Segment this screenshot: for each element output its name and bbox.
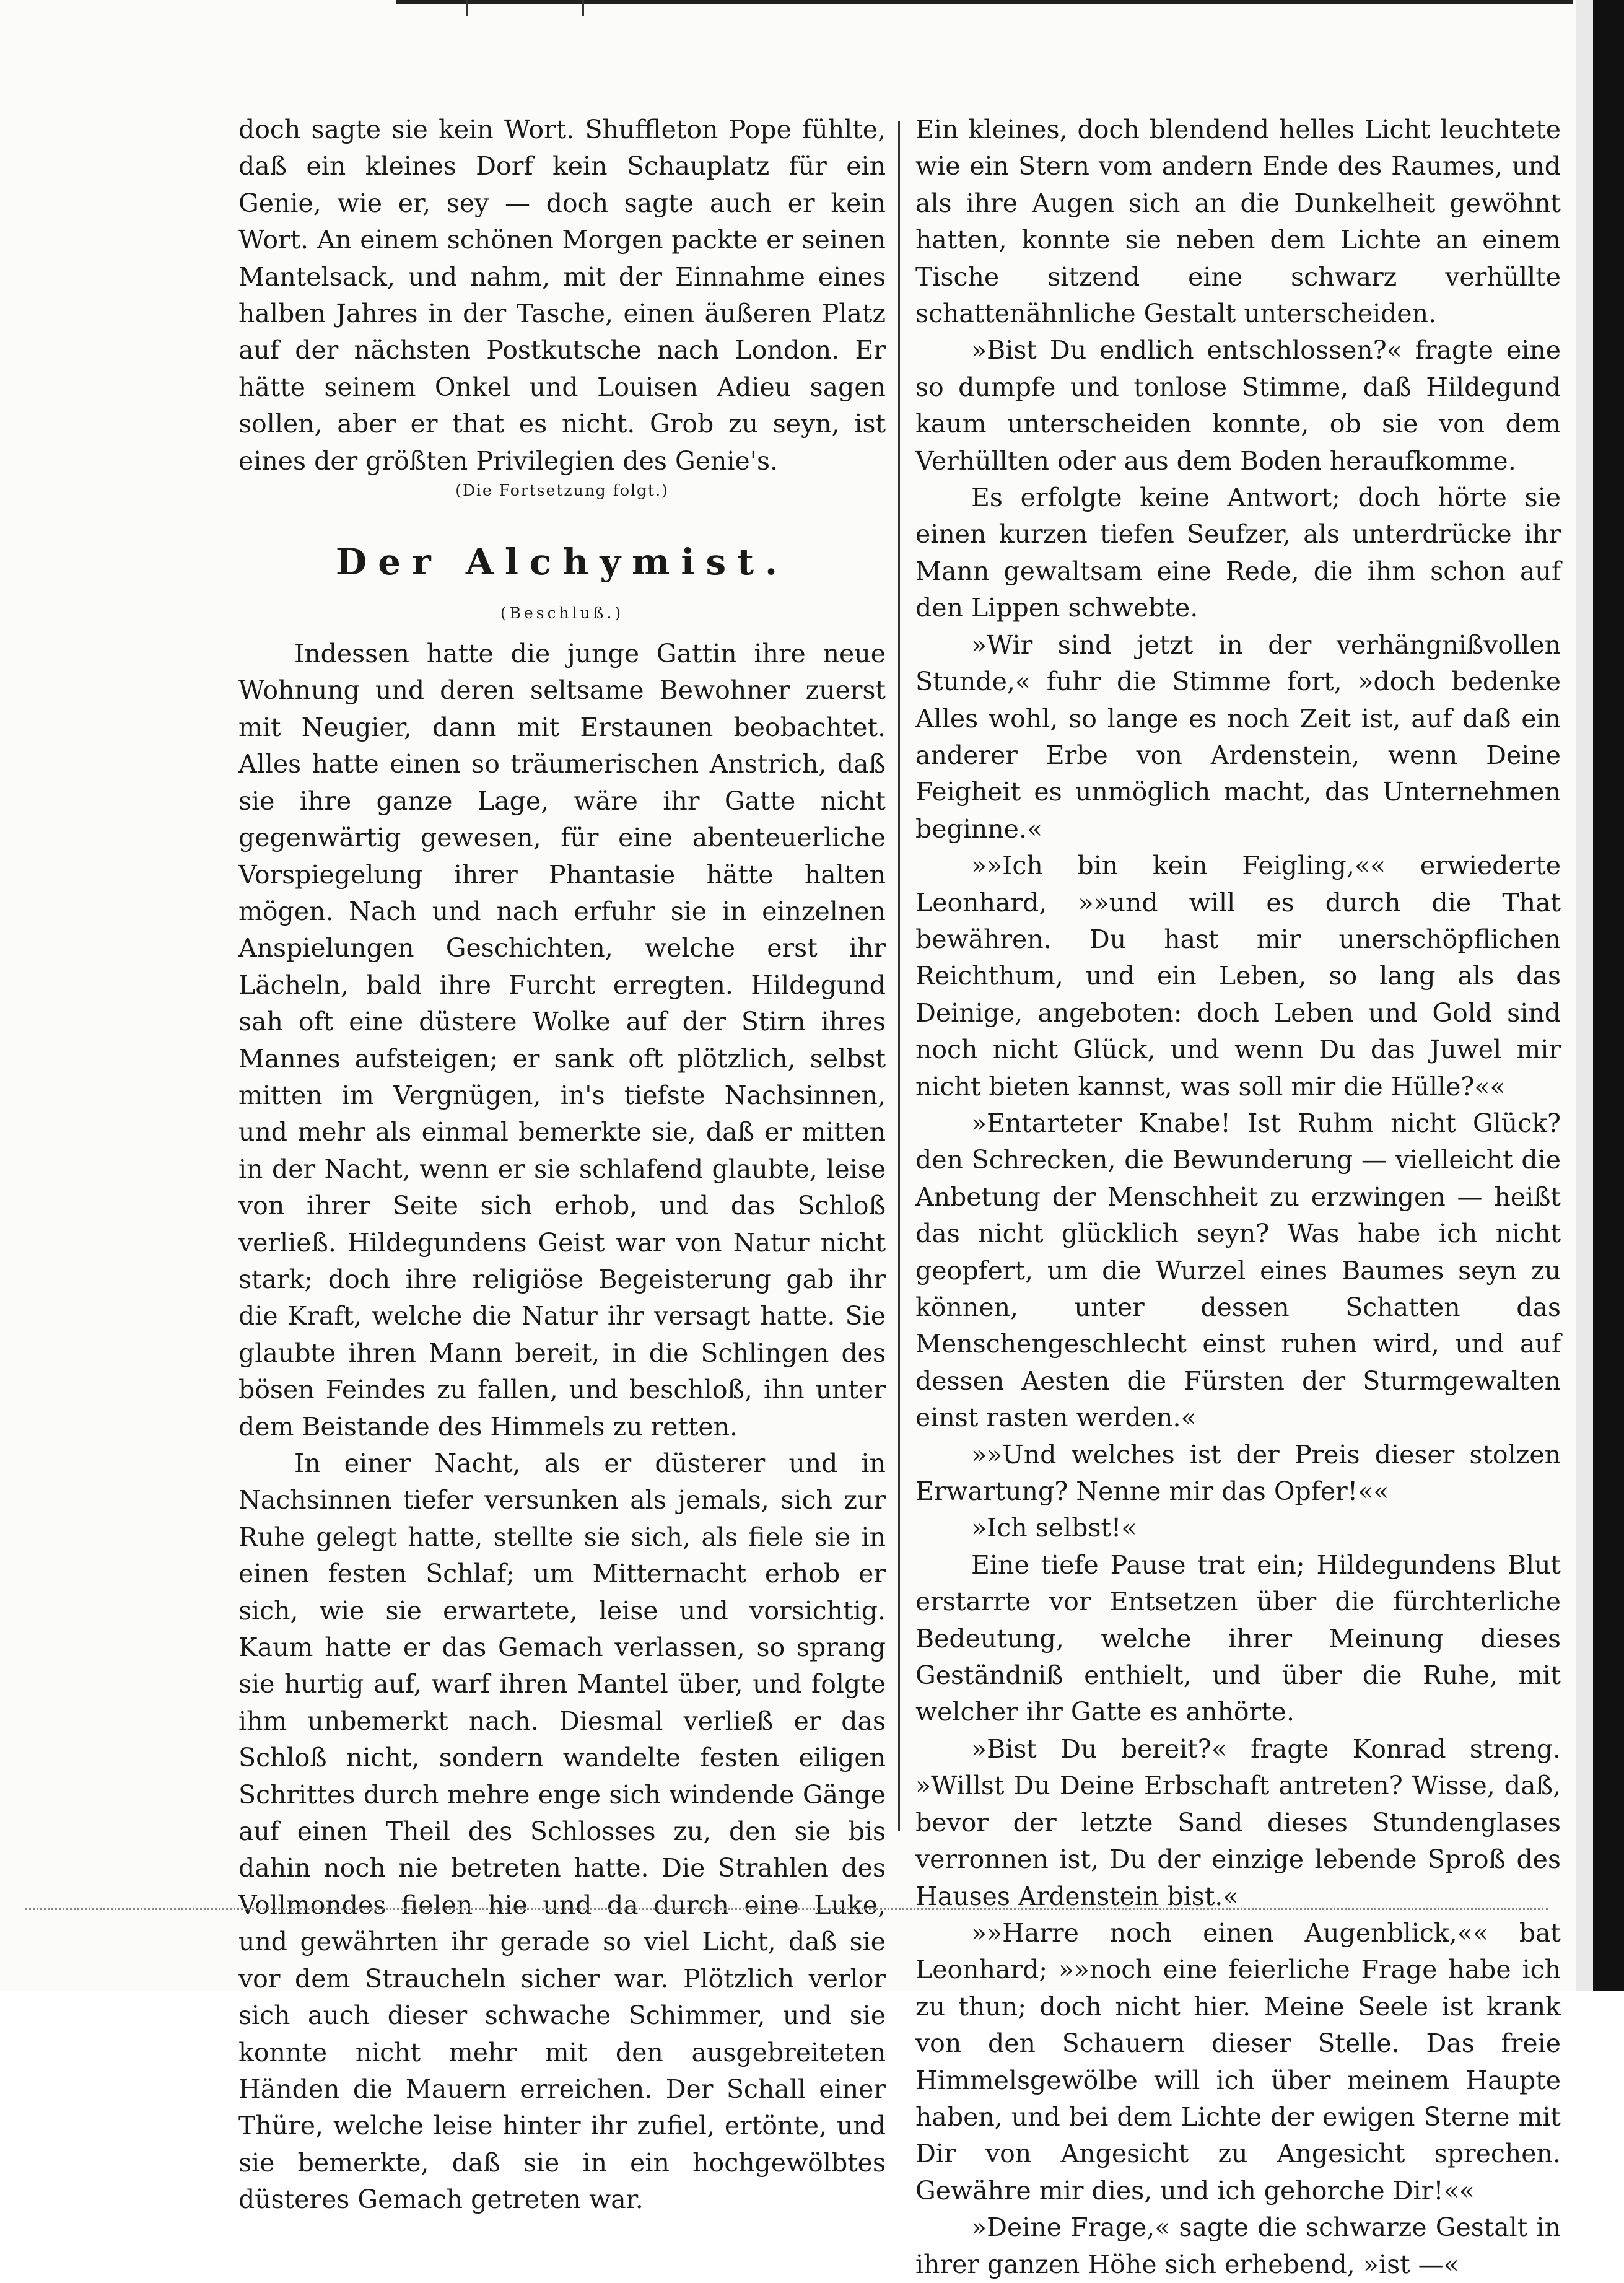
top-tick [466,0,468,16]
top-tick [582,0,584,16]
continuation-note: (Die Fortsetzung folgt.) [455,481,669,500]
paragraph: Es erfolgte keine Antwort; doch hörte sie einen kurzen tiefen Seufzer, als unterdrücke ihr Mann gewaltsam eine Rede, die ihm schon auf den Lippen schwebte. [915,483,1561,623]
article-title: Der Alchymist. [335,541,789,584]
paragraph: Indessen hatte die junge Gattin ihre neue Wohnung und deren seltsame Bewohner zuerst mit Neugier, dann mit Erstaunen beobachtet. Alles hatte einen so träumerischen Anstrich, daß sie ihre ganze Lage, wäre ihr Gatte nicht gegenwärtig gewesen, für eine abenteuerliche Vorspiegelung ihrer Phantasie hätte halten mögen. Nach und nach erfuhr sie in einzelnen Anspielungen Geschichten, welche erst ihr Lächeln, bald ihre Furcht erregten. Hildegund sah oft eine düstere Wolke auf der Stirn ihres Mannes aufsteigen; er sank oft plötzlich, selbst mitten im Vergnügen, in's tiefste Nachsinnen, und mehr als einmal bemerkte sie, daß er mitten in der Nacht, wenn er sie schlafend glaubte, leise von ihrer Seite sich erhob, und das Schloß verließ. Hildegundens Geist war von Natur nicht stark; doch ihre religiöse Begeisterung gab ihr die Kraft, welche die Natur ihr versagt hatte. Sie glaubte ihren Mann bereit, in die Schlingen des bösen Feindes zu fallen, und beschloß, ihn unter dem Beistande des Himmels zu retten. [238,639,886,1442]
top-rule [396,0,1573,4]
right-column [915,112,1561,2283]
paragraph: »Bist Du bereit?« fragte Konrad streng. »Willst Du Deine Erbschaft antreten? Wisse, daß, bevor der letzte Sand dieses Stundenglases verronnen ist, Du der einzige lebende Sproß des Hauses Ardenstein bist.« [915,1733,1561,1911]
scan-speckles [25,1908,1548,1916]
left-column [238,112,886,2219]
paragraph: »»Ich bin kein Feigling,«« erwiederte Leonhard, »»und will es durch die That bewähren. Du hast mir unerschöpflichen Reichthum, und ein Leben, so lang als das Deinige, angeboten: doch Leben und Gold sind noch nicht Glück, und wenn Du das Juwel mir nicht bieten kannst, was soll mir die Hülle?«« [915,851,1561,1102]
paragraph: Ein kleines, doch blendend helles Licht leuchtete wie ein Stern vom andern Ende des Raumes, und als ihre Augen sich an die Dunkelheit gewöhnt hatten, konnte sie neben dem Lichte an einem Tische sitzend eine schwarz verhüllte schattenähnliche Gestalt unterscheiden. [915,115,1561,329]
paragraph: »»Harre noch einen Augenblick,«« bat Leonhard; »»noch eine feierliche Frage habe ich zu thun; doch nicht hier. Meine Seele ist krank von den Schauern dieser Stelle. Das freie Himmelsgewölbe will ich über meinem Haupte haben, und bei dem Lichte der ewigen Sterne mit Dir von Angesicht zu Angesicht sprechen. Gewähre mir dies, und ich gehorche Dir!«« [915,1917,1561,2206]
paragraph: In einer Nacht, als er düsterer und in Nachsinnen tiefer versunken als jemals, sich zur Ruhe gelegt hatte, stellte sie sich, als fiele sie in einen festen Schlaf; um Mitternacht erhob er sich, wie sie erwartete, leise und vorsichtig. Kaum hatte er das Gemach verlassen, so sprang sie hurtig auf, warf ihren Mantel über, und folgte ihm unbemerkt nach. Diesmal verließ er das Schloß nicht, sondern wandelte festen eiligen Schrittes durch mehre enge sich windende Gänge auf einen Theil des Schlosses zu, den sie bis dahin noch nie betreten hatte. Die Strahlen des Vollmondes fielen hie und da durch eine Luke, und gewährten ihr gerade so viel Licht, daß sie vor dem Straucheln sicher war. Plötzlich verlor sich auch dieser schwache Schimmer, und sie konnte nicht mehr mit den ausgebreiteten Händen die Mauern erreichen. Der Schall einer Thüre, welche leise hinter ihr zufiel, ertönte, und sie bemerkte, daß sie in ein hochgewölbtes düsteres Gemach getreten war. [238,1448,886,2215]
paragraph: »Wir sind jetzt in der verhängnißvollen Stunde,« fuhr die Stimme fort, »doch bedenke Alles wohl, so lange es noch Zeit ist, auf daß ein anderer Erbe von Ardenstein, wenn Deine Feigheit es unmöglich macht, das Unternehmen beginne.« [915,629,1561,844]
paragraph: »Entarteter Knabe! Ist Ruhm nicht Glück? den Schrecken, die Bewunderung — vielleicht die Anbetung der Menschheit zu erzwingen — heißt das nicht glücklich seyn? Was habe ich nicht geopfert, um die Wurzel eines Baumes seyn zu können, unter dessen Schatten das Menschengeschlecht einst ruhen wird, und auf dessen Aesten die Fürsten der Sturmgewalten einst rasten werden.« [915,1108,1561,1433]
paragraph: »Bist Du endlich entschlossen?« fragte eine so dumpfe und tonlose Stimme, daß Hildegund kaum unterscheiden konnte, ob sie von dem Verhüllten oder aus dem Boden heraufkomme. [915,335,1561,476]
paragraph: Eine tiefe Pause trat ein; Hildegundens Blut erstarrte vor Entsetzen über die fürchterliche Bedeutung, welche ihrer Meinung dieses Geständniß enthielt, und über die Ruhe, mit welcher ihr Gatte es anhörte. [915,1549,1561,1727]
article-subtitle: (Beschluß.) [500,604,624,623]
paragraph: »Ich selbst!« [971,1513,1137,1543]
paragraph: »»Und welches ist der Preis dieser stolzen Erwartung? Nenne mir das Opfer!«« [915,1439,1561,1507]
scan-border [1593,0,1624,1991]
continued-text: doch sagte sie kein Wort. Shuffleton Pope fühlte, daß ein kleines Dorf kein Schauplatz für ein Genie, wie er, sey — doch sagte auch er kein Wort. An einem schönen Morgen packte er seinen Mantelsack, und nahm, mit der Einnahme eines halben Jahres in der Tasche, einen äußeren Platz auf der nächsten Postkutsche nach London. Er hätte seinem Onkel und Louisen Adieu sagen sollen, aber er that es nicht. Grob zu seyn, ist eines der größten Privilegien des Genie's. [238,115,886,476]
column-divider [898,121,900,1831]
paragraph: »Deine Frage,« sagte die schwarze Gestalt in ihrer ganzen Höhe sich erhebend, »ist —« [915,2212,1561,2279]
page-edge [1576,0,1624,1991]
